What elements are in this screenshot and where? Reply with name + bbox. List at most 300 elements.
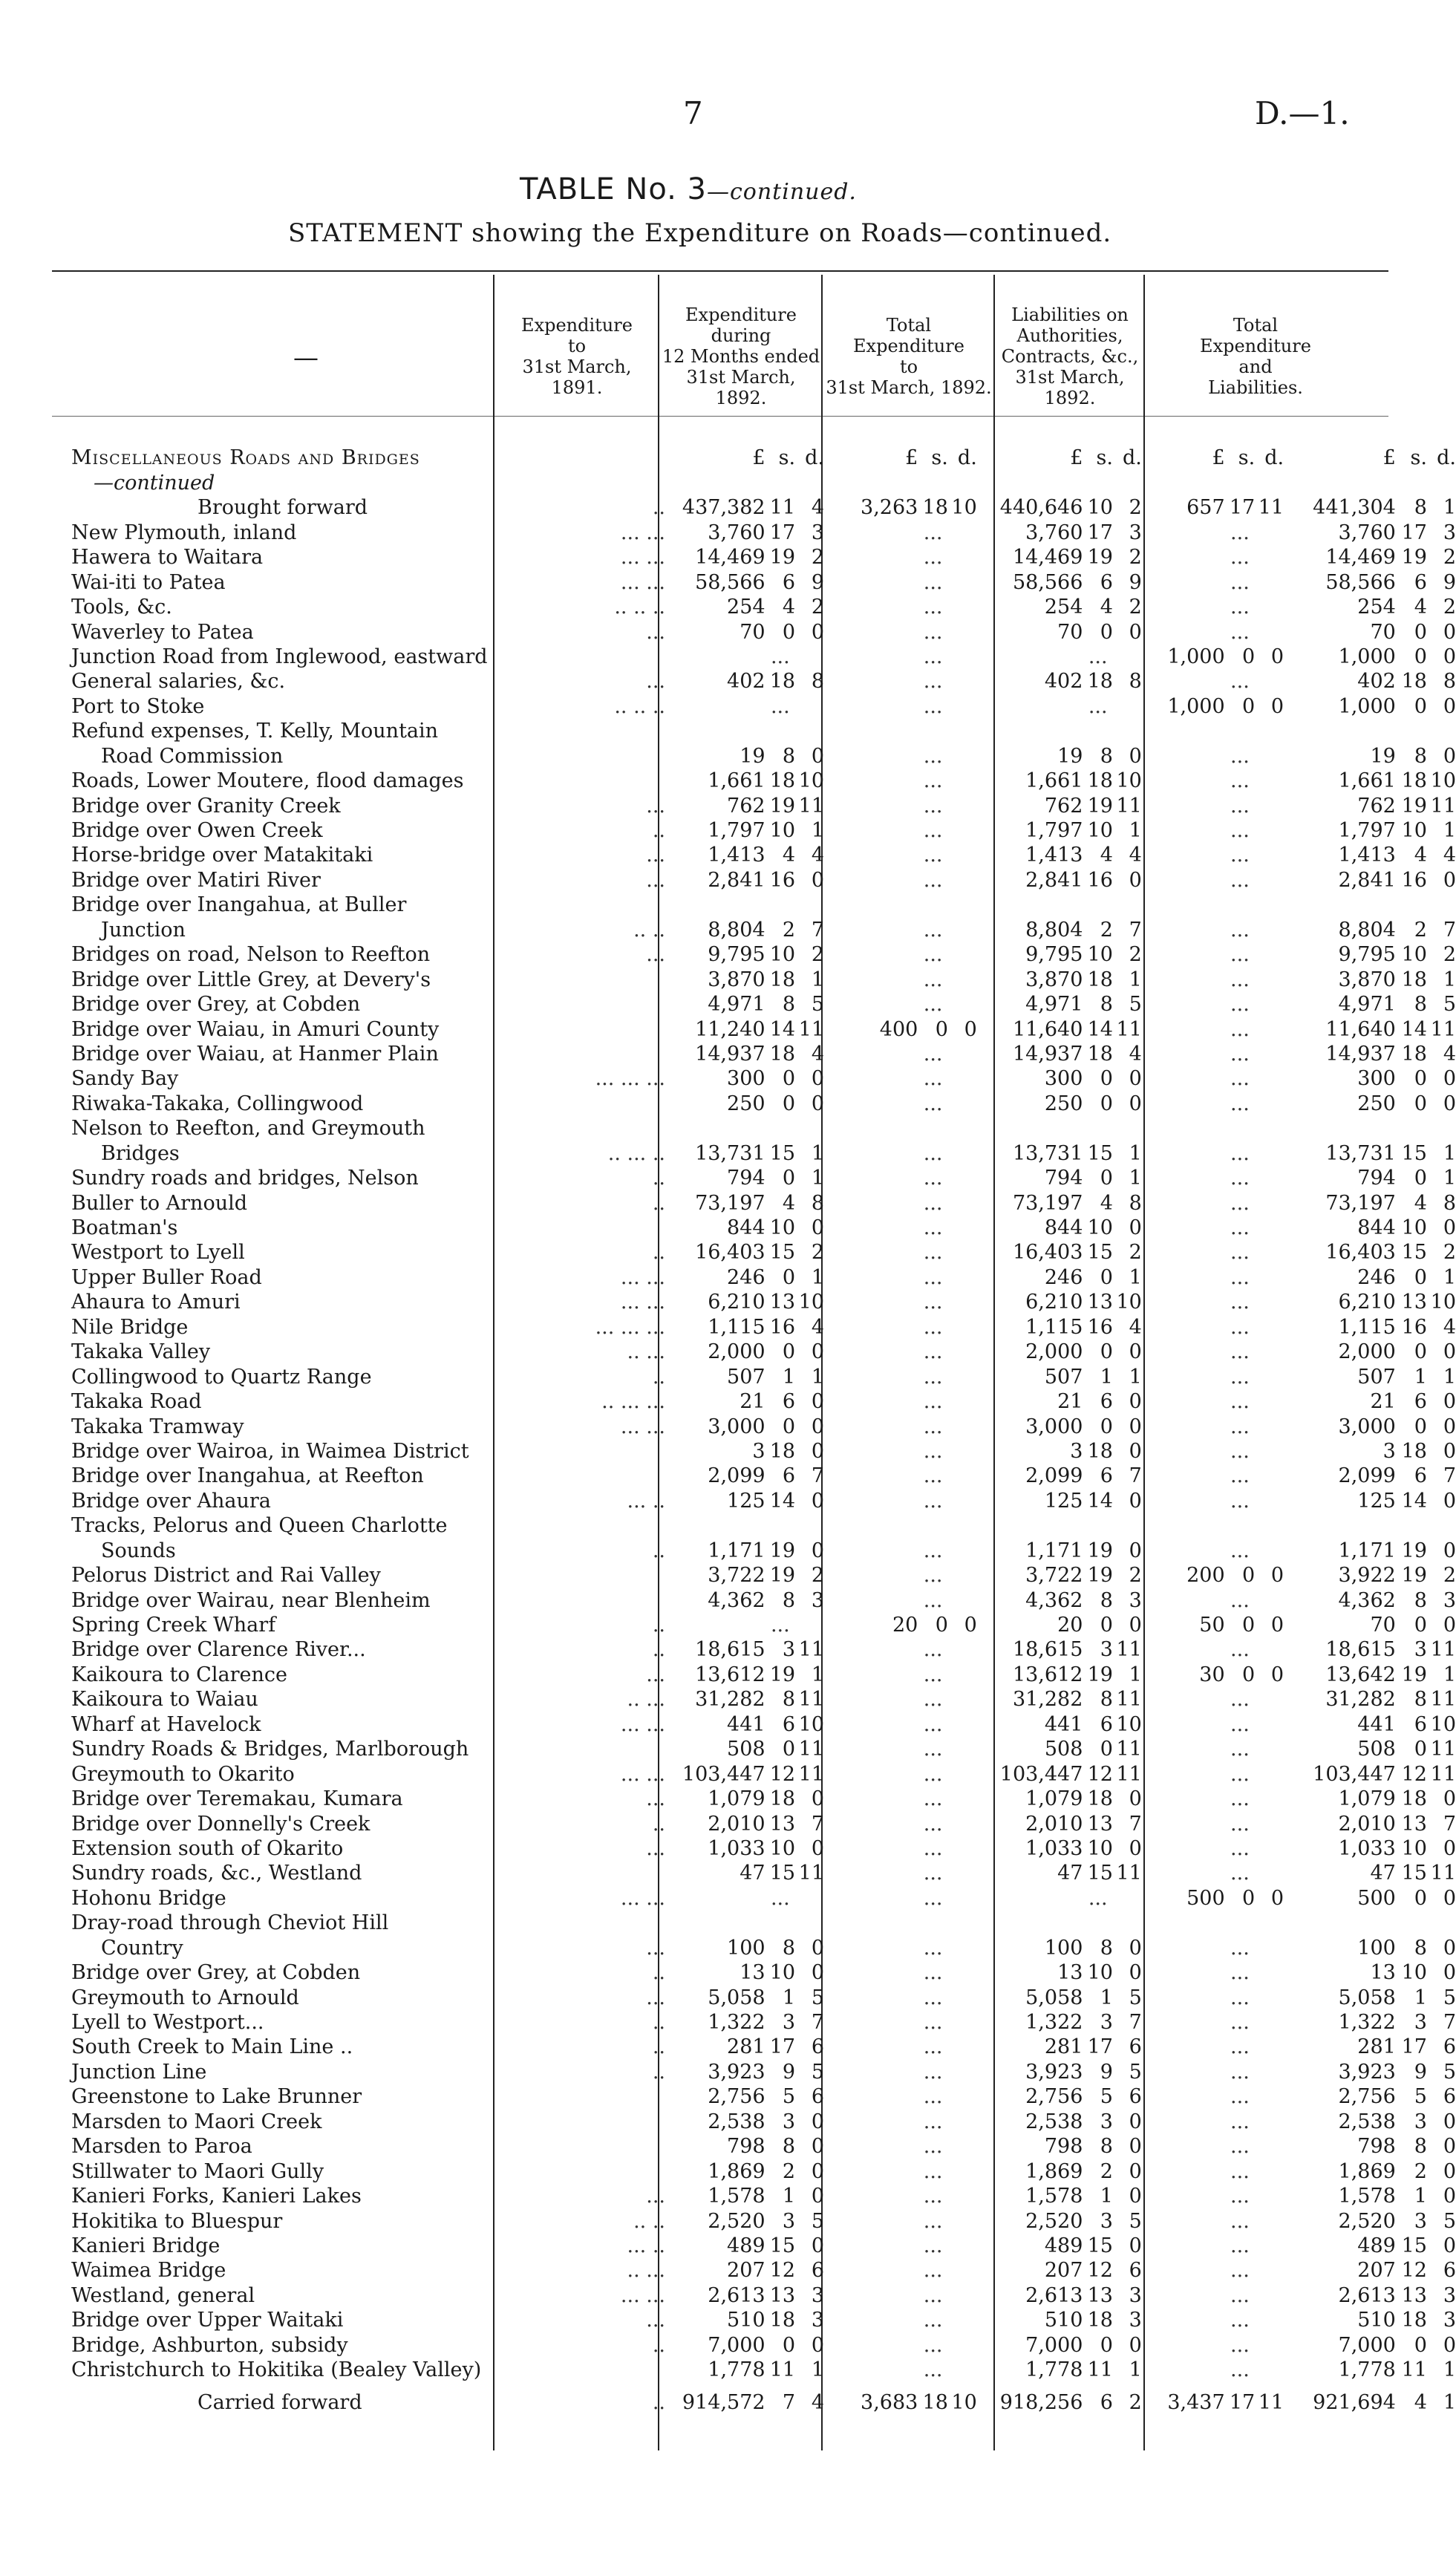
shillings-cell: 8: [1414, 1688, 1427, 1712]
empty-cell: ...: [923, 2011, 943, 2034]
row-label: Waverley to Patea: [71, 620, 254, 644]
leader-dots: [595, 1040, 665, 1065]
empty-cell: [1142, 1686, 1225, 1710]
shillings-cell: 10: [1087, 1961, 1113, 1985]
empty-cell: [948, 1115, 977, 1139]
pounds-cell: 21: [1057, 1390, 1083, 1414]
leader-dots: [595, 1909, 665, 1934]
table-row: [71, 941, 1456, 965]
shillings-cell: 10: [1401, 943, 1427, 967]
pounds-cell: 31,282: [695, 1688, 765, 1712]
empty-cell: [824, 643, 918, 668]
shillings-cell: 10: [769, 943, 796, 967]
empty-cell: ...: [923, 1439, 943, 1463]
empty-cell: [1142, 1636, 1225, 1660]
shillings-cell: 0: [782, 1340, 796, 1364]
empty-cell: [824, 891, 918, 916]
pounds-cell: 3,870: [1025, 968, 1083, 991]
pounds-cell: 1,661: [1338, 769, 1396, 793]
shillings-cell: 12: [1087, 2259, 1113, 2283]
pounds-cell: 58,566: [1012, 570, 1083, 594]
empty-cell: [1255, 2331, 1284, 2355]
shillings-cell: 5: [1414, 2085, 1427, 2109]
leader-dots: [595, 1214, 665, 1239]
empty-cell: ...: [923, 1787, 943, 1811]
empty-cell: [948, 742, 977, 766]
section-title: [71, 444, 595, 469]
empty-cell: [824, 2107, 918, 2132]
pence-cell: 3: [1129, 2309, 1142, 2332]
pence-cell: 0: [1443, 1961, 1456, 1985]
shillings-cell: 17: [1229, 496, 1256, 520]
empty-cell: [1142, 668, 1225, 692]
leader-dots: ...: [646, 2185, 665, 2208]
empty-cell: [1427, 717, 1456, 742]
empty-cell: [1142, 1810, 1225, 1834]
empty-cell: [824, 1983, 918, 2008]
empty-cell: [948, 1164, 977, 1189]
empty-cell: [948, 891, 977, 916]
pounds-cell: 73,197: [1012, 1191, 1083, 1215]
row-label: Greymouth to Okarito: [71, 1762, 295, 1786]
shillings-cell: 8: [1414, 993, 1427, 1017]
table-row: [71, 1089, 1456, 1114]
pounds-cell: 844: [727, 1216, 765, 1239]
empty-cell: ...: [923, 1588, 943, 1612]
row-label: Kanieri Bridge: [71, 2234, 221, 2257]
empty-cell: [665, 891, 765, 916]
pence-cell: 9: [1129, 570, 1142, 594]
shillings-cell: 15: [769, 2234, 796, 2257]
shillings-cell: 0: [1100, 620, 1113, 644]
table-row: [71, 1536, 1456, 1561]
pounds-cell: 1,413: [708, 844, 765, 867]
shillings-cell: 3: [782, 2011, 796, 2034]
empty-cell: [948, 692, 977, 717]
pounds-cell: 2,010: [1338, 1812, 1396, 1836]
empty-cell: [1142, 2009, 1225, 2033]
row-label: Bridges on road, Nelson to Reefton: [71, 943, 431, 967]
pounds-cell: 1,115: [1338, 1315, 1396, 1339]
pounds-cell: 3,000: [1025, 1415, 1083, 1438]
shillings-cell: 17: [1087, 2035, 1113, 2059]
shillings-cell: 13: [1401, 2283, 1427, 2307]
shillings-cell: 2: [1414, 2159, 1427, 2183]
empty-cell: ...: [923, 1564, 943, 1588]
pounds-cell: 489: [727, 2234, 765, 2257]
pounds-cell: 2,756: [708, 2085, 765, 2109]
empty-cell: [948, 1636, 977, 1660]
pence-cell: 0: [964, 1017, 977, 1041]
empty-cell: [1255, 668, 1284, 692]
table-row: [71, 2107, 1456, 2132]
table-row: [71, 1859, 1456, 1884]
pence-cell: 0: [1443, 2234, 1456, 2257]
leader-dots: ..: [652, 2035, 665, 2059]
empty-cell: [1142, 2107, 1225, 2132]
shillings-cell: 12: [1401, 2259, 1427, 2283]
pounds-cell: 794: [1044, 1167, 1083, 1190]
pence-cell: 0: [1129, 1539, 1142, 1562]
leader-dots: [595, 1089, 665, 1114]
empty-cell: [948, 1313, 977, 1337]
empty-cell: [948, 1239, 977, 1263]
shillings-cell: 19: [1087, 1663, 1113, 1686]
pounds-cell: 254: [1044, 596, 1083, 619]
table-row: [71, 643, 1456, 668]
pence-cell: 6: [1443, 2259, 1456, 2283]
shillings-cell: 12: [1087, 1762, 1113, 1786]
shillings-cell: 18: [1087, 968, 1113, 991]
shillings-cell: 15: [1401, 1241, 1427, 1265]
shillings-cell: 10: [1401, 819, 1427, 842]
pounds-cell: 1,322: [1025, 2011, 1083, 2034]
empty-cell: [948, 668, 977, 692]
pounds-cell: 3: [1070, 1439, 1083, 1463]
pence-cell: 7: [1443, 1464, 1456, 1488]
pence-cell: 0: [1443, 1390, 1456, 1414]
row-label: Sundry Roads & Bridges, Marlborough: [71, 1738, 469, 1761]
pence-cell: 0: [1129, 1390, 1142, 1414]
pence-cell: 10: [951, 2391, 977, 2415]
shillings-cell: 8: [1100, 2135, 1113, 2159]
empty-cell: ...: [923, 2085, 943, 2109]
empty-cell: ...: [1230, 1390, 1250, 1414]
empty-cell: [948, 1760, 977, 1784]
empty-cell: [1255, 1263, 1284, 1288]
table-row: [71, 965, 1456, 990]
empty-cell: [1142, 1512, 1225, 1536]
shilling-sign: s.: [1096, 446, 1113, 470]
empty-cell: [1255, 2133, 1284, 2157]
pounds-cell: 507: [727, 1365, 765, 1389]
shillings-cell: 18: [1087, 1042, 1113, 1066]
pence-cell: 1: [811, 2358, 824, 2382]
leader-dots: ...: [646, 794, 665, 818]
pence-cell: 2: [1443, 1564, 1456, 1588]
shillings-cell: 13: [1087, 1812, 1113, 1836]
shillings-cell: 0: [782, 620, 796, 644]
shillings-cell: 0: [1100, 1265, 1113, 1289]
empty-cell: ...: [923, 1241, 943, 1265]
shillings-cell: 18: [922, 496, 948, 520]
row-label: Extension south of Okarito: [71, 1836, 344, 1860]
empty-cell: ...: [1230, 1489, 1250, 1513]
empty-cell: [1142, 891, 1225, 916]
table-row: [71, 2331, 1456, 2355]
empty-cell: [948, 1934, 977, 1958]
pence-cell: 3: [811, 1588, 824, 1612]
empty-cell: [824, 1189, 918, 1213]
currency-header-row: [71, 444, 1456, 469]
row-label: Stillwater to Maori Gully: [71, 2159, 324, 2183]
empty-cell: [1255, 2058, 1284, 2082]
leader-dots: ... ...: [620, 1265, 665, 1289]
empty-cell: [824, 1388, 918, 1412]
shillings-cell: 2: [782, 2159, 796, 2183]
pence-cell: 2: [811, 1564, 824, 1588]
empty-cell: [1225, 1909, 1256, 1934]
pence-cell: 0: [1443, 1439, 1456, 1463]
empty-cell: [765, 717, 796, 742]
empty-cell: [824, 1835, 918, 1859]
pounds-cell: 1,000: [1167, 645, 1225, 668]
pounds-cell: 441: [1357, 1712, 1396, 1736]
empty-cell: [948, 2232, 977, 2257]
pence-cell: 10: [1430, 1712, 1456, 1736]
table-row: [71, 2207, 1456, 2231]
shillings-cell: 8: [1100, 1936, 1113, 1960]
pence-cell: 1: [1129, 2358, 1142, 2382]
pence-cell: 0: [1129, 1092, 1142, 1115]
table-title-suffix: —continued.: [706, 179, 857, 205]
table-row: [71, 1115, 1456, 1139]
empty-cell: [1255, 469, 1284, 493]
empty-cell: ...: [1230, 2259, 1250, 2283]
shillings-cell: 13: [1087, 1291, 1113, 1314]
empty-cell: [1255, 2306, 1284, 2331]
empty-cell: [824, 2207, 918, 2231]
pence-cell: 11: [1116, 1762, 1142, 1786]
empty-cell: [1113, 1884, 1142, 1908]
empty-cell: [824, 2033, 918, 2058]
empty-cell: [948, 1810, 977, 1834]
pence-cell: 0: [1443, 1886, 1456, 1910]
empty-cell: [1225, 1115, 1256, 1139]
pence-cell: 0: [811, 2333, 824, 2357]
empty-cell: [948, 767, 977, 792]
empty-cell: [1427, 891, 1456, 916]
pence-cell: 0: [1443, 694, 1456, 718]
empty-cell: ...: [923, 1315, 943, 1339]
table-row: [71, 792, 1456, 816]
pounds-cell: 2,756: [1338, 2085, 1396, 2109]
pence-cell: 0: [1443, 1489, 1456, 1513]
pence-cell: 0: [811, 1216, 824, 1239]
shillings-cell: 0: [1414, 1614, 1427, 1637]
table-row: [71, 1686, 1456, 1710]
pence-cell: 4: [1443, 1315, 1456, 1339]
pounds-cell: 9,795: [1338, 943, 1396, 967]
empty-cell: [665, 469, 765, 493]
pounds-cell: 762: [1357, 794, 1396, 818]
shillings-cell: 0: [1100, 1738, 1113, 1761]
table-row: [71, 2232, 1456, 2257]
pounds-cell: 100: [1357, 1936, 1396, 1960]
pence-cell: 4: [1443, 844, 1456, 867]
pence-cell: 4: [811, 496, 824, 520]
row-label: Waimea Bridge: [71, 2259, 226, 2283]
row-label: Marsden to Maori Creek: [71, 2110, 322, 2133]
empty-cell: ...: [1230, 1340, 1250, 1364]
pounds-cell: 1,079: [1025, 1787, 1083, 1811]
leader-dots: [595, 1115, 665, 1139]
shillings-cell: 6: [1100, 1712, 1113, 1736]
pounds-cell: 8,804: [1338, 918, 1396, 942]
empty-cell: [824, 1934, 918, 1958]
pounds-cell: 510: [1044, 2309, 1083, 2332]
empty-cell: ...: [1230, 844, 1250, 867]
pence-cell: 0: [1443, 2135, 1456, 2159]
empty-cell: [1396, 1909, 1427, 1934]
empty-cell: [665, 692, 765, 717]
empty-cell: [824, 1438, 918, 1462]
empty-cell: [795, 692, 824, 717]
empty-cell: [1255, 941, 1284, 965]
pounds-cell: 19: [1057, 744, 1083, 768]
empty-cell: [1284, 1909, 1396, 1934]
pounds-cell: 58,566: [695, 570, 765, 594]
pence-cell: 5: [1443, 1986, 1456, 2009]
leader-dots: [595, 742, 665, 766]
shillings-cell: 3: [1100, 2011, 1113, 2034]
pence-cell: 11: [1116, 1688, 1142, 1712]
empty-cell: [824, 2257, 918, 2281]
row-label: Kaikoura to Waiau: [71, 1688, 258, 1712]
empty-cell: [1142, 2182, 1225, 2207]
shillings-cell: 14: [1087, 1017, 1113, 1041]
empty-cell: [1142, 1338, 1225, 1363]
shillings-cell: 16: [769, 1315, 796, 1339]
pence-cell: 7: [1129, 1812, 1142, 1836]
shillings-cell: 8: [782, 2135, 796, 2159]
shillings-cell: 19: [1087, 794, 1113, 818]
pounds-cell: 510: [727, 2309, 765, 2332]
empty-cell: [824, 1412, 918, 1437]
shillings-cell: 17: [1229, 2391, 1256, 2415]
leader-dots: ... ...: [620, 521, 665, 544]
leader-dots: ..: [652, 496, 665, 520]
pence-cell: 3: [811, 2309, 824, 2332]
pounds-cell: 14,937: [1325, 1042, 1396, 1066]
pence-cell: 0: [1129, 620, 1142, 644]
empty-cell: [1396, 1115, 1427, 1139]
shillings-cell: 3: [1100, 2209, 1113, 2233]
empty-cell: [824, 941, 918, 965]
empty-cell: [824, 1040, 918, 1065]
leader-dots: ..: [652, 2011, 665, 2034]
empty-cell: [977, 1512, 1083, 1536]
shillings-cell: 1: [782, 2185, 796, 2208]
empty-cell: ...: [1230, 1439, 1250, 1463]
empty-cell: ...: [1230, 2159, 1250, 2183]
empty-cell: [795, 643, 824, 668]
pounds-cell: 58,566: [1325, 570, 1396, 594]
pence-cell: 0: [811, 2110, 824, 2133]
empty-cell: ...: [770, 645, 790, 668]
leader-dots: [595, 1462, 665, 1487]
shillings-cell: 10: [1401, 1836, 1427, 1860]
leader-dots: ..: [652, 2333, 665, 2357]
empty-cell: [765, 891, 796, 916]
leader-dots: ... ...: [620, 1291, 665, 1314]
pence-cell: 0: [811, 1439, 824, 1463]
pounds-cell: 441: [727, 1712, 765, 1736]
pence-cell: 0: [811, 1836, 824, 1860]
empty-cell: [948, 2033, 977, 2058]
empty-cell: [1083, 1909, 1113, 1934]
pounds-cell: 441: [1044, 1712, 1083, 1736]
empty-cell: [948, 1089, 977, 1114]
empty-cell: [824, 1313, 918, 1337]
empty-cell: ...: [923, 645, 943, 668]
pounds-cell: 2,010: [1025, 1812, 1083, 1836]
empty-cell: [1427, 469, 1456, 493]
row-label: Greymouth to Arnould: [71, 1986, 299, 2009]
shillings-cell: 6: [782, 1464, 796, 1488]
pence-sign: d.: [805, 446, 824, 470]
row-label: Refund expenses, T. Kelly, Mountain: [71, 720, 439, 743]
row-label: Horse-bridge over Matakitaki: [71, 844, 373, 867]
shillings-cell: 15: [1401, 2234, 1427, 2257]
pence-cell: 0: [811, 868, 824, 892]
shillings-cell: 5: [1100, 2085, 1113, 2109]
shillings-cell: 0: [1414, 2333, 1427, 2357]
pence-cell: 1: [811, 1167, 824, 1190]
empty-cell: [824, 2157, 918, 2182]
pence-cell: 0: [1129, 1936, 1142, 1960]
empty-cell: [1255, 1512, 1284, 1536]
empty-cell: [1255, 1710, 1284, 1735]
pounds-cell: 441,304: [1313, 496, 1396, 520]
table-row: [71, 1139, 1456, 1164]
empty-cell: ...: [923, 1762, 943, 1786]
pounds-cell: 1,079: [1338, 1787, 1396, 1811]
empty-cell: [824, 1115, 918, 1139]
empty-cell: [1142, 2157, 1225, 2182]
empty-cell: [948, 1338, 977, 1363]
pounds-cell: 2,538: [1025, 2110, 1083, 2133]
row-label: Bridge over Grey, at Cobden: [71, 993, 361, 1017]
pence-cell: 6: [1443, 2035, 1456, 2059]
pounds-cell: 1,322: [1338, 2011, 1396, 2034]
empty-cell: ...: [923, 1191, 943, 1215]
shillings-cell: 19: [1087, 1564, 1113, 1588]
empty-cell: [1113, 1115, 1142, 1139]
empty-cell: [948, 841, 977, 866]
empty-cell: [824, 2232, 918, 2257]
table-row: [71, 991, 1456, 1015]
shillings-cell: 18: [1401, 1787, 1427, 1811]
empty-cell: ...: [923, 2159, 943, 2183]
row-label: Bridge, Ashburton, subsidy: [71, 2333, 348, 2357]
empty-cell: [1142, 1412, 1225, 1437]
empty-cell: [1396, 469, 1427, 493]
table-row: [71, 1710, 1456, 1735]
table-row: [71, 1288, 1456, 1313]
shillings-cell: 17: [1087, 521, 1113, 544]
empty-cell: [918, 1115, 948, 1139]
row-label: Christchurch to Hokitika (Bealey Valley): [71, 2358, 482, 2382]
table-row: [71, 1611, 1456, 1636]
empty-cell: ...: [1230, 1961, 1250, 1985]
pence-cell: 2: [1129, 496, 1142, 520]
empty-cell: [1142, 518, 1225, 543]
pounds-cell: 2,756: [1025, 2085, 1083, 2109]
pounds-cell: 2,099: [708, 1464, 765, 1488]
empty-cell: [1142, 1983, 1225, 2008]
leader-dots: ...: [646, 1936, 665, 1960]
empty-cell: [918, 1512, 948, 1536]
empty-cell: [1255, 618, 1284, 642]
empty-cell: ...: [1230, 1067, 1250, 1091]
pounds-cell: 8,804: [1025, 918, 1083, 942]
empty-cell: ...: [1230, 1862, 1250, 1885]
pounds-cell: 14,937: [1012, 1042, 1083, 1066]
empty-cell: ...: [1230, 769, 1250, 793]
shillings-cell: 7: [782, 2391, 796, 2415]
column-header: Total Expenditure to 31st March, 1892.: [826, 315, 992, 398]
